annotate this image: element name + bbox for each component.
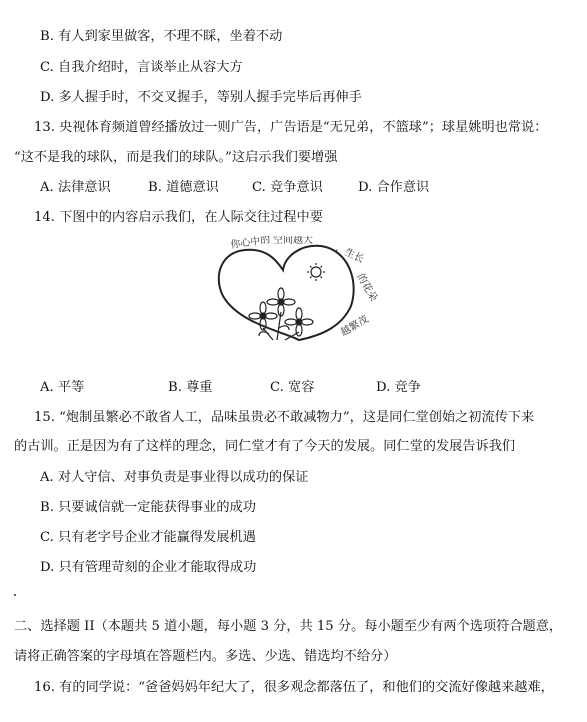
q15-option-c: C. 只有老字号企业才能赢得发展机遇 xyxy=(40,530,256,545)
q12-option-b: B. 有人到家里做客，不理不睬，坐着不动 xyxy=(40,29,283,44)
q14-option-d: D. 竞争 xyxy=(376,380,421,395)
stray-dot xyxy=(14,594,16,596)
handwritten-caption xyxy=(230,236,381,339)
svg-text:你心中的: 你心中的 xyxy=(229,236,272,251)
q16-stem-line1: 16. 有的同学说：“爸爸妈妈年纪大了，很多观念都落伍了，和他们的交流好像越来越难， xyxy=(34,680,554,695)
q13-option-a: A. 法律意识 xyxy=(40,180,111,195)
q15-option-d: D. 只有管理苛刻的企业才能取得成功 xyxy=(40,560,257,575)
q13-stem-line1: 13. 央视体育频道曾经播放过一则广告，广告语是“无兄弟，不篮球”；球星姚明也常说： xyxy=(34,120,548,135)
q13-option-d: D. 合作意识 xyxy=(358,180,430,195)
svg-text:空间越大: 空间越大 xyxy=(273,236,313,246)
q14-option-a: A. 平等 xyxy=(40,380,85,395)
q12-option-c: C. 自我介绍时，言谈举止从容大方 xyxy=(40,60,243,75)
q15-stem-line1: 15. “炮制虽繁必不敢省人工，品味虽贵必不敢减物力”，这是同仁堂创始之初流传下来 xyxy=(34,410,535,425)
q13-options xyxy=(40,179,560,197)
q14-option-c: C. 宽容 xyxy=(270,380,315,395)
svg-text:，生长: ，生长 xyxy=(333,242,366,266)
heart-flowers-figure xyxy=(215,236,385,368)
sun-icon xyxy=(307,263,325,281)
svg-text:越繁茂: 越繁茂 xyxy=(339,314,371,339)
q13-option-c: C. 竞争意识 xyxy=(252,180,323,195)
heart-flowers-illustration xyxy=(215,236,385,368)
q14-options xyxy=(40,379,560,397)
q12-option-d: D. 多人握手时，不交叉握手，等别人握手完毕后再伸手 xyxy=(40,90,362,105)
q13-stem-line2: “这不是我的球队，而是我们的球队。”这启示我们要增强 xyxy=(14,150,338,165)
q14-stem: 14. 下图中的内容启示我们，在人际交往过程中要 xyxy=(34,210,323,225)
svg-text:的花朵: 的花朵 xyxy=(354,272,379,304)
q15-stem-line2: 的古训。正是因为有了这样的理念，同仁堂才有了今天的发展。同仁堂的发展告诉我们 xyxy=(14,439,516,454)
section2-heading-line1: 二、选择题 II（本题共 5 道小题，每小题 3 分，共 15 分。每小题至少有两个选项符合题意， xyxy=(14,619,563,634)
section2-heading-line2: 请将正确答案的字母填在答题栏内。多选、少选、错选均不给分） xyxy=(14,649,397,664)
q15-option-a: A. 对人守信、对事负责是事业得以成功的保证 xyxy=(40,470,309,485)
q13-option-b: B. 道德意识 xyxy=(148,180,219,195)
q15-option-b: B. 只要诚信就一定能获得事业的成功 xyxy=(40,500,256,515)
q14-option-b: B. 尊重 xyxy=(168,380,213,395)
